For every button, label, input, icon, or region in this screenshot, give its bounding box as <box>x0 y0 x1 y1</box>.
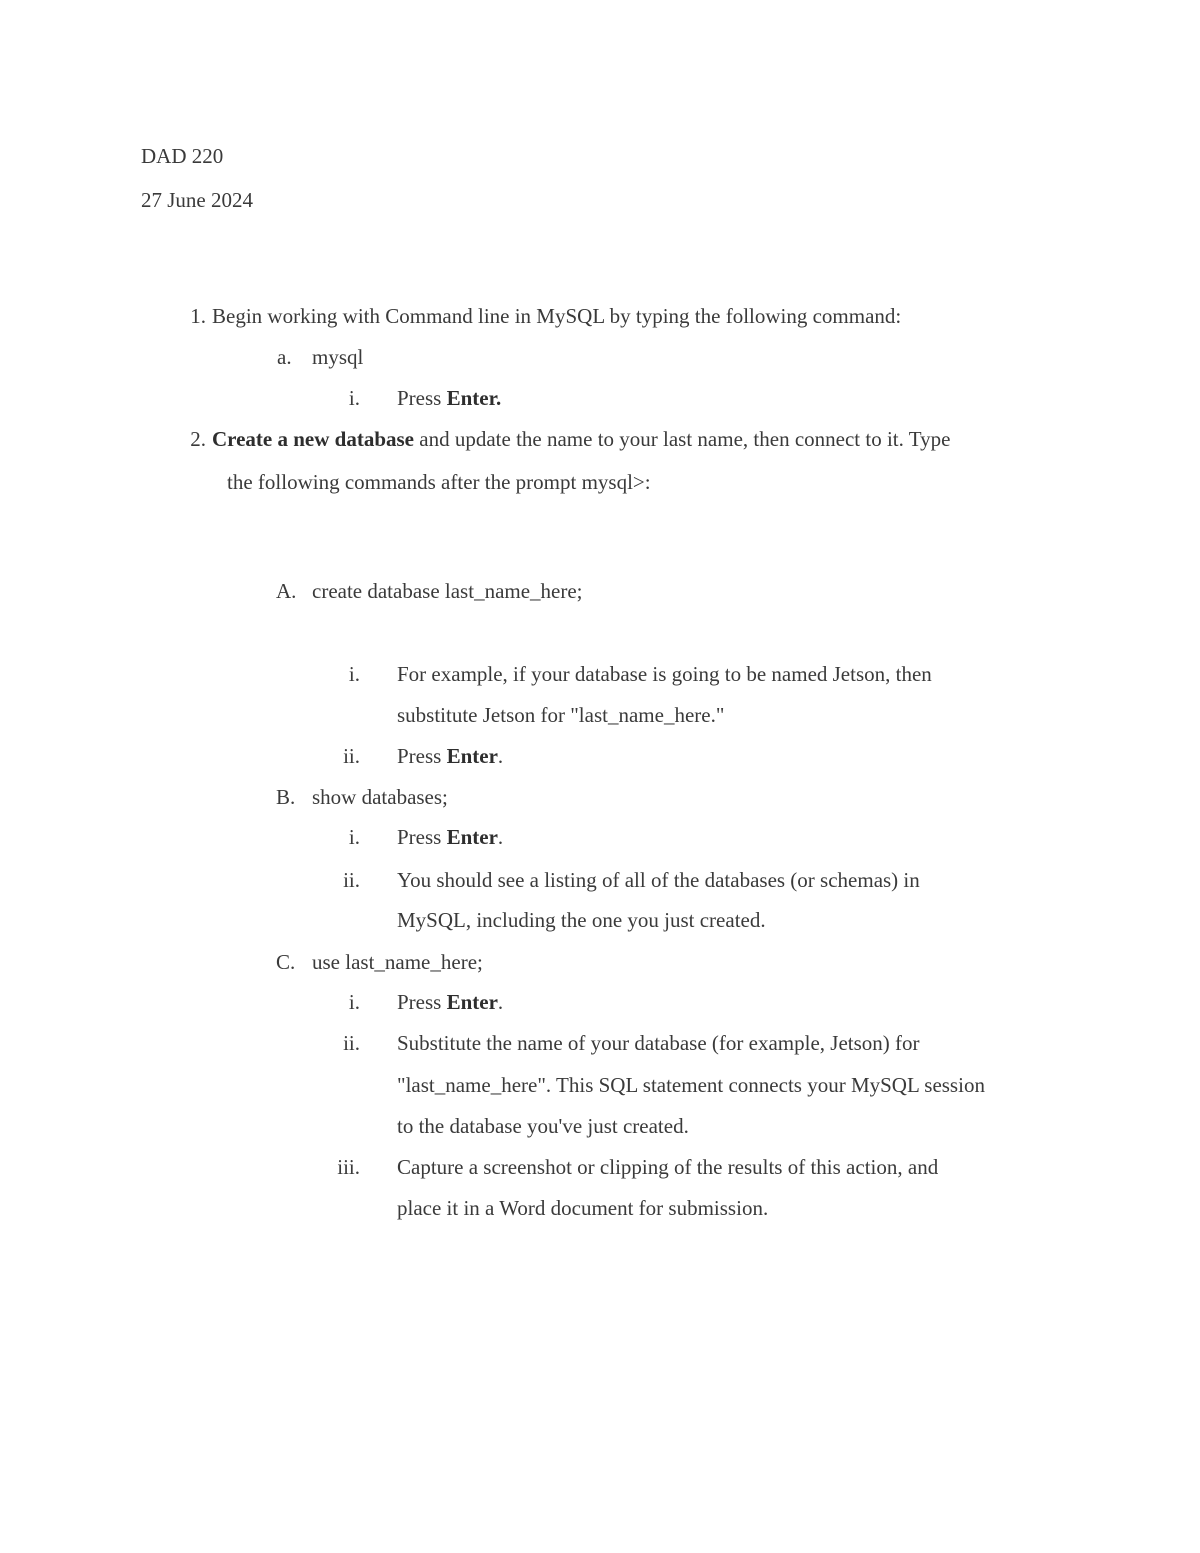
step-2B-ii-line2: MySQL, including the one you just created. <box>397 908 766 932</box>
step-1-text: Begin working with Command line in MySQL by typing the following command: <box>212 304 902 328</box>
step-2C-i-label: i. <box>348 990 360 1014</box>
step-2B-i-text: Press Enter. <box>397 825 504 849</box>
step-2C-iii-line1: Capture a screenshot or clipping of the results of this action, and <box>397 1155 939 1179</box>
step-2A-ii-label: ii. <box>343 744 360 768</box>
step-2B-ii-label: ii. <box>343 868 360 892</box>
step-2C-ii-line2: "last_name_here". This SQL statement connects your MySQL session <box>397 1073 985 1097</box>
document-date: 27 June 2024 <box>141 188 253 212</box>
step-2A-i-line1: For example, if your database is going to be named Jetson, then <box>397 662 932 686</box>
step-2A-label: A. <box>276 579 297 603</box>
step-2A-i-label: i. <box>348 662 360 686</box>
step-2C-ii-label: ii. <box>343 1031 360 1055</box>
step-2C-command: use last_name_here; <box>312 950 483 974</box>
step-2C-iii-line2: place it in a Word document for submission. <box>397 1196 769 1220</box>
step-2A-command: create database last_name_here; <box>312 579 583 603</box>
step-2-text-line2: the following commands after the prompt mysql>: <box>227 470 651 494</box>
step-2-text-line1: Create a new database and update the name to your last name, then connect to it. Type <box>212 427 951 451</box>
step-1-number: 1. <box>190 304 206 328</box>
step-2C-ii-line3: to the database you've just created. <box>397 1114 689 1138</box>
step-2-number: 2. <box>190 427 206 451</box>
step-1a-command: mysql <box>312 345 364 369</box>
step-2B-label: B. <box>276 785 296 809</box>
course-title: DAD 220 <box>141 144 224 168</box>
step-1a-i-label: i. <box>348 386 360 410</box>
step-2C-iii-label: iii. <box>337 1155 360 1179</box>
step-2A-ii-text: Press Enter. <box>397 744 504 768</box>
step-2C-label: C. <box>276 950 296 974</box>
step-1a-i-text: Press Enter. <box>397 386 502 410</box>
step-2B-i-label: i. <box>348 825 360 849</box>
step-2C-i-text: Press Enter. <box>397 990 504 1014</box>
step-2A-i-line2: substitute Jetson for "last_name_here." <box>397 703 725 727</box>
step-2C-ii-line1: Substitute the name of your database (for example, Jetson) for <box>397 1031 920 1055</box>
step-1a-label: a. <box>277 345 292 369</box>
step-2B-command: show databases; <box>312 785 448 809</box>
step-2B-ii-line1: You should see a listing of all of the databases (or schemas) in <box>397 868 920 892</box>
